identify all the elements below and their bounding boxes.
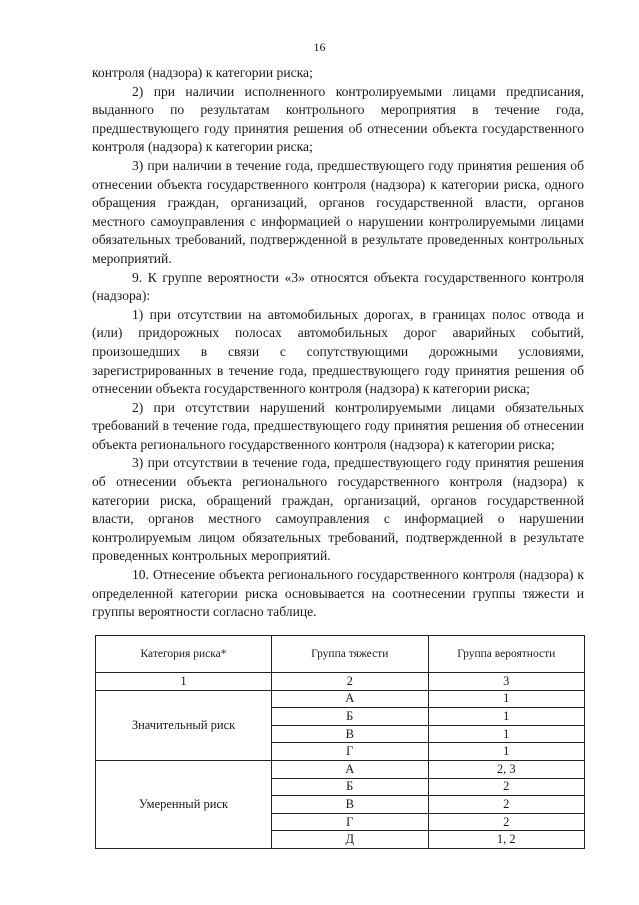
- probability-cell: 2: [428, 778, 585, 796]
- column-number: 2: [272, 673, 428, 691]
- document-body: [92, 64, 584, 622]
- severity-cell: В: [272, 725, 428, 743]
- paragraph: 9. К группе вероятности «3» относятся объекта государственного контроля (надзора):: [92, 269, 584, 304]
- table-header-row: [96, 636, 585, 673]
- column-number: 3: [428, 673, 585, 691]
- severity-cell: А: [272, 760, 428, 778]
- header-risk-category: Категория риска*: [96, 636, 272, 673]
- table-row: [96, 760, 585, 778]
- paragraph: 2) при отсутствии нарушений контролируемыми лицами обязательных требований в течение года, предшествующего году принятия решения об отнесении объекта регионального государственного контроля (надзора) к категории риска;: [92, 399, 584, 452]
- probability-cell: 1: [428, 725, 585, 743]
- probability-cell: 2, 3: [428, 760, 585, 778]
- severity-cell: А: [272, 690, 428, 708]
- header-severity-group: Группа тяжести: [272, 636, 428, 673]
- category-cell: Значительный риск: [96, 690, 272, 760]
- paragraph: 10. Отнесение объекта регионального государственного контроля (надзора) к определенной категории риска основывается на соотнесении группы тяжести и группы вероятности согласно таблице.: [92, 567, 584, 620]
- paragraph: 2) при наличии исполненного контролируемыми лицами предписания, выданного по результатам контрольного мероприятия в течение года, предшествующего году принятия решения об отнесении объекта государственного контроля (надзора) к категории риска;: [92, 83, 584, 155]
- probability-cell: 1: [428, 743, 585, 761]
- severity-cell: Г: [272, 743, 428, 761]
- probability-cell: 1: [428, 708, 585, 726]
- probability-cell: 1, 2: [428, 831, 585, 849]
- table-row: [96, 690, 585, 708]
- header-probability-group: Группа вероятности: [428, 636, 585, 673]
- paragraph: контроля (надзора) к категории риска;: [92, 65, 313, 80]
- page-number: 16: [313, 40, 326, 54]
- paragraph: 3) при наличии в течение года, предшествующего году принятия решения об отнесении объекта государственного контроля (надзора) к категории риска, одного обращения граждан, организаций, органов государственной власти, органов местного самоуправления с информацией о нарушении контролируемыми лицами обязательных требований, подтвержденной в результате проведенных контрольных мероприятий.: [92, 157, 584, 266]
- probability-cell: 2: [428, 796, 585, 814]
- probability-cell: 1: [428, 690, 585, 708]
- table-numbering-row: [96, 673, 585, 691]
- severity-cell: Б: [272, 708, 428, 726]
- category-cell: Умеренный риск: [96, 760, 272, 848]
- paragraph: 1) при отсутствии на автомобильных дорогах, в границах полос отвода и (или) придорожных полосах автомобильных дорог аварийных событий, произошедших в связи с сопутствующими дорожными условиями, зарегистрированных в течение года, предшествующего году принятия решения об отнесении объекта государственного контроля (надзора) к категории риска;: [92, 306, 584, 397]
- paragraph: 3) при отсутствии в течение года, предшествующего году принятия решения об отнесении объекта регионального государственного контроля (надзора) к категории риска, обращений граждан, организаций, органов государственной власти, органов местного самоуправления с информацией о нарушении контролируемым лицом обязательных требований, подтвержденной в результате проведенных контрольных мероприятий.: [92, 455, 584, 564]
- column-number: 1: [96, 673, 272, 691]
- severity-cell: Б: [272, 778, 428, 796]
- severity-cell: Д: [272, 831, 428, 849]
- risk-category-table: [95, 635, 585, 849]
- probability-cell: 2: [428, 813, 585, 831]
- severity-cell: В: [272, 796, 428, 814]
- severity-cell: Г: [272, 813, 428, 831]
